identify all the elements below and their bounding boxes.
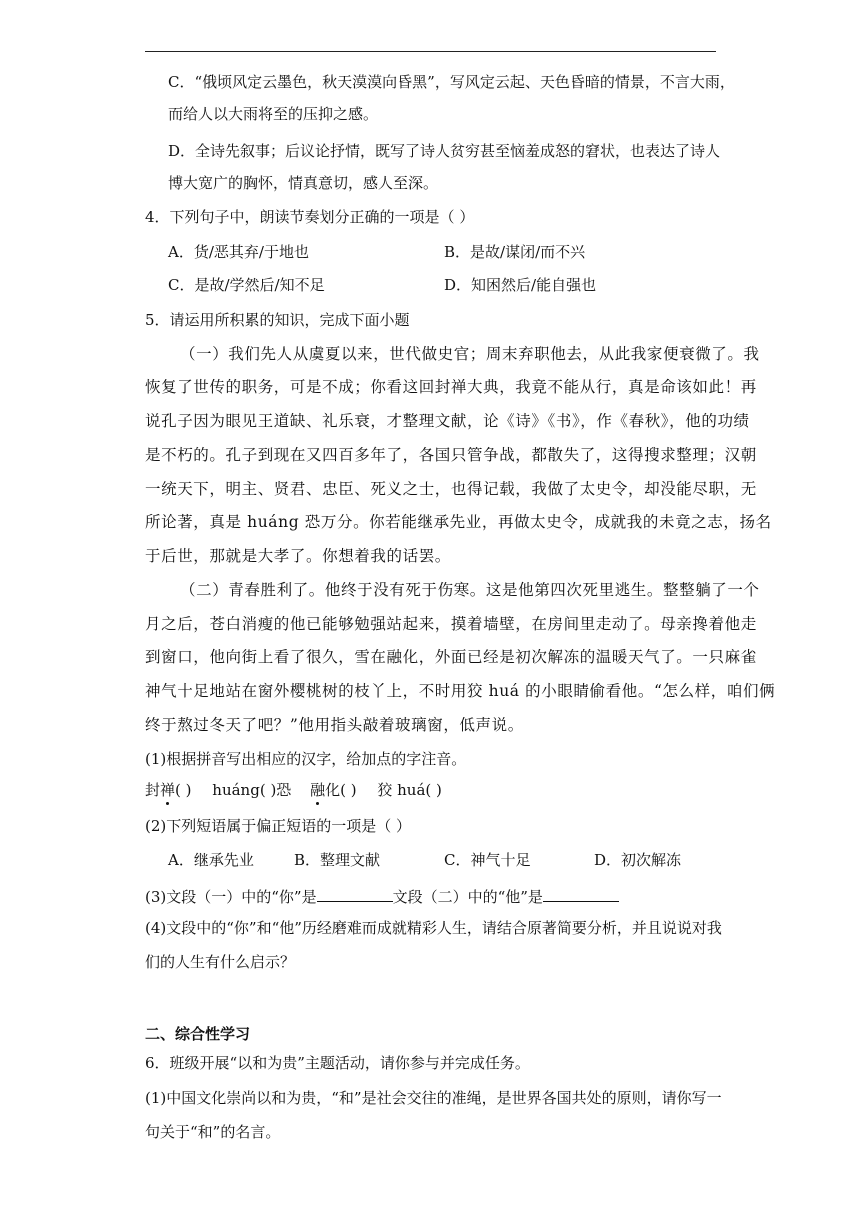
item-jiaohua: 狡 huá( ) xyxy=(377,781,442,799)
q5-sub2-option-c: C．神气十足 xyxy=(444,851,531,869)
answer-blank[interactable] xyxy=(317,885,393,902)
q3-option-d-line2: 博大宽广的胸怀，情真意切，感人至深。 xyxy=(168,174,439,192)
q4-stem: 4．下列句子中，朗读节奏划分正确的一项是（ ） xyxy=(145,208,475,226)
q5-sub2-option-d: D．初次解冻 xyxy=(594,851,682,869)
q5-sub4-line1: (4)文段中的“你”和“他”历经磨难而成就精彩人生，请结合原著简要分析，并且说说对我 xyxy=(145,919,722,937)
item-fengshan: 封禅( ) xyxy=(145,781,192,799)
q3-option-d-line1: D．全诗先叙事；后议论抒情，既写了诗人贫穷甚至恼羞成怒的窘状，也表达了诗人 xyxy=(168,142,721,160)
q6-sub1-line1: (1)中国文化崇尚以和为贵，“和”是社会交往的准绳，是世界各国共处的原则，请你写一 xyxy=(145,1089,722,1107)
q4-option-d: D．知困然后/能自强也 xyxy=(444,276,597,294)
q5-sub1-items xyxy=(145,780,442,800)
passage-2-line: 终于熬过冬天了吧？”他用指头敲着玻璃窗，低声说。 xyxy=(145,716,524,734)
passage-1-line: 说孔子因为眼见王道缺、礼乐衰，才整理文献，论《诗》《书》，作《春秋》，他的功绩 xyxy=(145,412,750,430)
dotted-char: 融 xyxy=(310,781,326,799)
dotted-char: 禅 xyxy=(160,781,176,799)
q5-sub1: (1)根据拼音写出相应的汉字，给加点的字注音。 xyxy=(145,750,467,768)
header-rule xyxy=(145,51,716,52)
q3-option-c-line2: 而给人以大雨将至的压抑之感。 xyxy=(168,105,379,123)
item-huangkong: huáng( )恐 xyxy=(212,781,292,799)
passage-2-line: 到窗口，他向街上看了很久，雪在融化，外面已经是初次解冻的温暖天气了。一只麻雀 xyxy=(145,648,757,666)
passage-2-line: （二）青春胜利了。他终于没有死于伤寒。这是他第四次死里逃生。整整躺了一个 xyxy=(180,581,760,599)
q4-option-b: B．是故/谋闭/而不兴 xyxy=(444,243,586,261)
passage-2-line: 月之后，苍白消瘦的他已能够勉强站起来，摸着墙壁，在房间里走动了。母亲搀着他走 xyxy=(145,615,757,633)
passage-1-line: （一）我们先人从虞夏以来，世代做史官；周末弃职他去，从此我家便衰微了。我 xyxy=(180,345,760,363)
q5-sub2-option-a: A．继承先业 xyxy=(168,851,254,869)
passage-2-line: 神气十足地站在窗外樱桃树的枝丫上，不时用狡 huá 的小眼睛偷看他。“怎么样，咱们俩 xyxy=(145,682,776,700)
passage-1-line: 所论著，真是 huáng 恐万分。你若能继承先业，再做太史令，成就我的未竟之志，扬名 xyxy=(145,513,772,531)
q4-option-c: C．是故/学然后/知不足 xyxy=(168,276,325,294)
item-ronghua: 融化( ) xyxy=(310,781,357,799)
passage-1-line: 是不朽的。孔子到现在又四百多年了，各国只管争战，都散失了，这得搜求整理；汉朝 xyxy=(145,446,757,464)
q5-sub2: (2)下列短语属于偏正短语的一项是（ ） xyxy=(145,817,412,835)
answer-blank[interactable] xyxy=(543,885,619,902)
passage-1-line: 于后世，那就是大孝了。你想着我的话罢。 xyxy=(145,547,451,565)
q6-sub1-line2: 句关于“和”的名言。 xyxy=(145,1123,281,1141)
q5-sub4-line2: 们的人生有什么启示？ xyxy=(145,953,296,971)
q5-sub3: (3)文段（一）中的“你”是 文段（二）中的“他”是 xyxy=(145,885,619,907)
q4-option-a: A．货/恶其弃/于地也 xyxy=(168,243,309,261)
passage-1-line: 一统天下，明主、贤君、忠臣、死义之士，也得记载，我做了太史令，却没能尽职，无 xyxy=(145,480,757,498)
q3-option-c-line1: C．“俄顷风定云墨色，秋天漠漠向昏黑”，写风定云起、天色昏暗的情景，不言大雨， xyxy=(168,73,735,91)
q6-stem: 6．班级开展“以和为贵”主题活动，请你参与并完成任务。 xyxy=(145,1054,530,1072)
section-title: 二、综合性学习 xyxy=(145,1025,251,1043)
q5-stem: 5．请运用所积累的知识，完成下面小题 xyxy=(145,311,410,329)
q5-sub2-option-b: B．整理文献 xyxy=(294,851,381,869)
passage-1-line: 恢复了世传的职务，可是不成；你看这回封禅大典，我竟不能从行，真是命该如此！再 xyxy=(145,378,757,396)
